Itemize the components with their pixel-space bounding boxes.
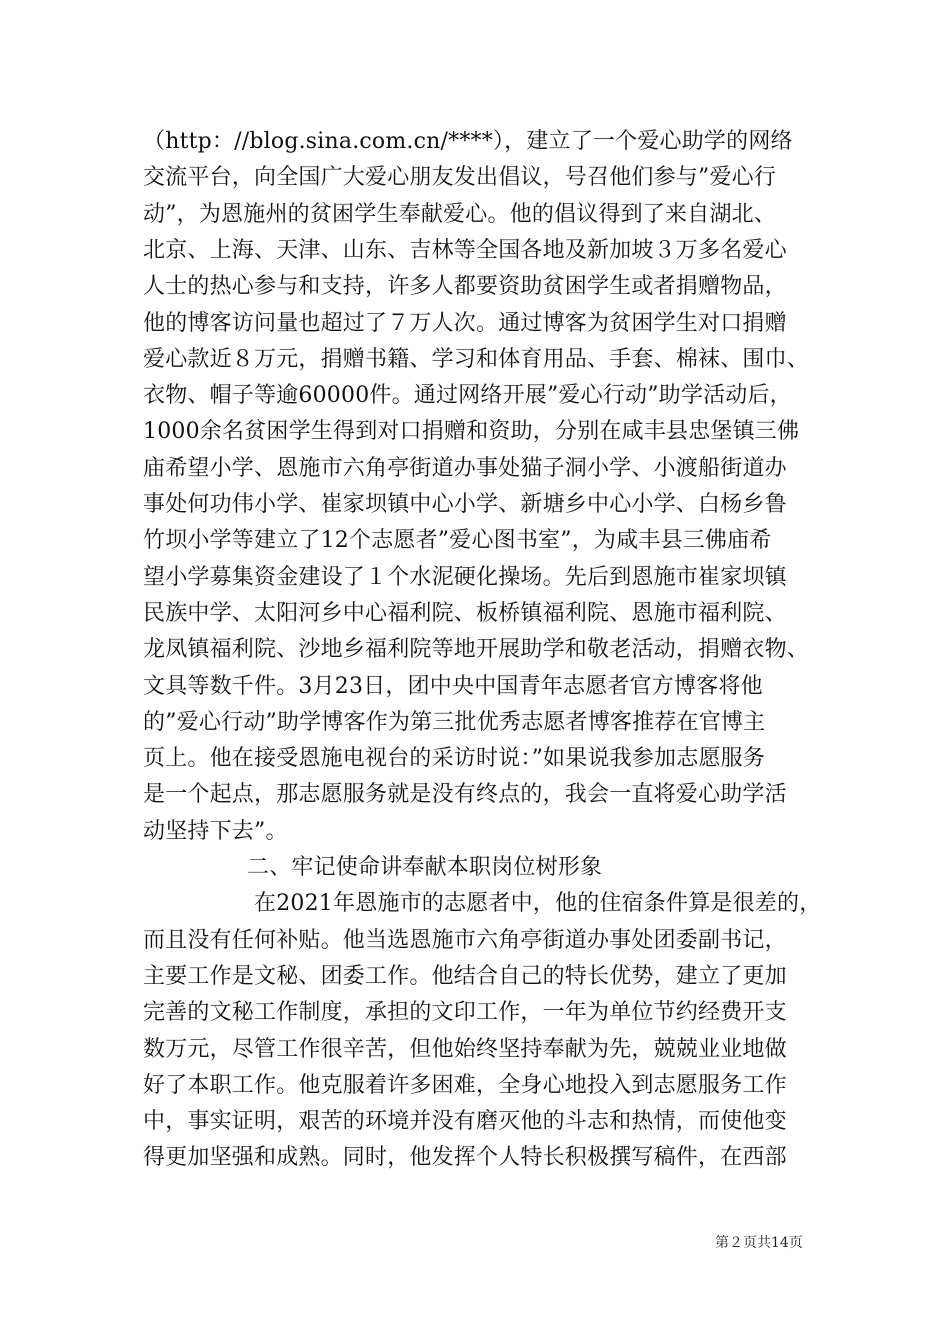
text-line: （http：//blog.sina.com.cn/****），建立了一个爱心助学的网络 bbox=[143, 129, 793, 154]
text-line: 龙凤镇福利院、沙地乡福利院等地开展助学和敬老活动，捐赠衣物、 bbox=[143, 637, 810, 662]
text-line: 1000余名贫困学生得到对口捐赠和资助，分别在咸丰县忠堡镇三佛 bbox=[143, 419, 800, 444]
text-line: 好了本职工作。他克服着许多困难，全身心地投入到志愿服务工作 bbox=[143, 1073, 787, 1098]
text-line: 他的博客访问量也超过了７万人次。通过博客为贫困学生对口捐赠 bbox=[143, 311, 787, 336]
text-line: 主要工作是文秘、团委工作。他结合自己的特长优势，建立了更加 bbox=[143, 964, 787, 989]
text-line: 衣物、帽子等逾60000件。通过网络开展”爱心行动”助学活动后， bbox=[143, 383, 792, 408]
page-number-footer: 第２页共14页 bbox=[715, 1235, 803, 1251]
text-line: 中，事实证明，艰苦的环境并没有磨灭他的斗志和热情，而使他变 bbox=[143, 1109, 787, 1134]
text-line: 的”爱心行动”助学博客作为第三批优秀志愿者博客推荐在官博主 bbox=[143, 710, 766, 735]
text-line: 事处何功伟小学、崔家坝镇中心小学、新塘乡中心小学、白杨乡鲁 bbox=[143, 492, 787, 517]
text-line: 动坚持下去”。 bbox=[143, 819, 288, 844]
text-line: 数万元，尽管工作很辛苦，但他始终坚持奉献为先，兢兢业业地做 bbox=[143, 1037, 787, 1062]
text-line: 爱心款近８万元，捐赠书籍、学习和体育用品、手套、棉袜、围巾、 bbox=[143, 347, 810, 372]
text-line: 完善的文秘工作制度，承担的文印工作，一年为单位节约经费开支 bbox=[143, 1000, 787, 1025]
text-line: 民族中学、太阳河乡中心福利院、板桥镇福利院、恩施市福利院、 bbox=[143, 601, 787, 626]
text-line: 庙希望小学、恩施市六角亭街道办事处猫子洞小学、小渡船街道办 bbox=[143, 456, 787, 481]
text-line: 望小学募集资金建设了１个水泥硬化操场。先后到恩施市崔家坝镇 bbox=[143, 565, 787, 590]
text-line: 二、牢记使命讲奉献本职岗位树形象 bbox=[247, 855, 603, 880]
text-line: 而且没有任何补贴。他当选恩施市六角亭街道办事处团委副书记， bbox=[143, 928, 787, 953]
text-line: 人士的热心参与和支持，许多人都要资助贫困学生或者捐赠物品， bbox=[143, 274, 787, 299]
text-line: 得更加坚强和成熟。同时，他发挥个人特长积极撰写稿件，在西部 bbox=[143, 1145, 787, 1170]
text-line: 在2021年恩施市的志愿者中，他的住宿条件算是很差的， bbox=[254, 891, 822, 916]
text-line: 页上。他在接受恩施电视台的采访时说：”如果说我参加志愿服务 bbox=[143, 746, 766, 771]
text-line: 交流平台，向全国广大爱心朋友发出倡议，号召他们参与”爱心行 bbox=[143, 165, 777, 190]
text-line: 北京、上海、天津、山东、吉林等全国各地及新加坡３万多名爱心 bbox=[143, 238, 787, 263]
text-line: 文具等数千件。3月23日，团中央中国青年志愿者官方博客将他 bbox=[143, 674, 763, 699]
text-line: 是一个起点，那志愿服务就是没有终点的，我会一直将爱心助学活 bbox=[143, 782, 787, 807]
text-line: 竹坝小学等建立了12个志愿者”爱心图书室”，为咸丰县三佛庙希 bbox=[143, 528, 772, 553]
text-line: 动”，为恩施州的贫困学生奉献爱心。他的倡议得到了来自湖北、 bbox=[143, 202, 777, 227]
